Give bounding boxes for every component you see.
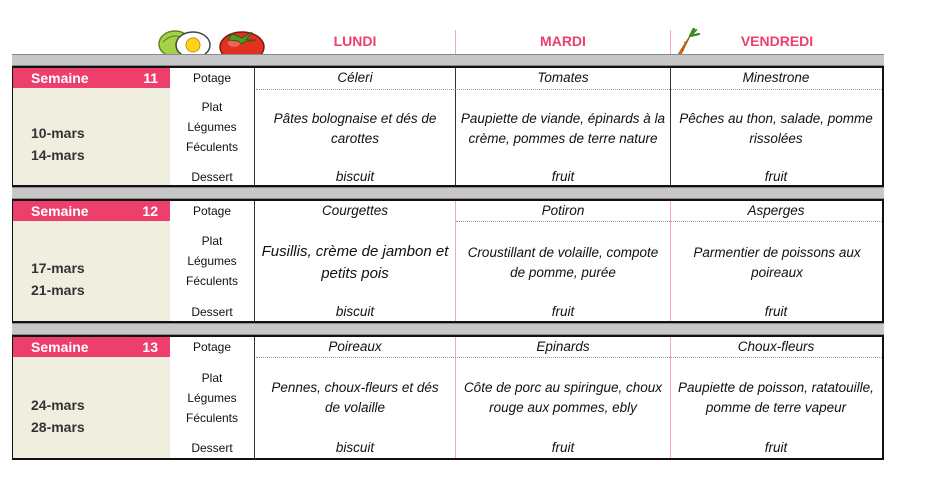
plat-lundi: Fusillis, crème de jambon et petits pois xyxy=(261,243,449,282)
week-dates xyxy=(31,122,85,166)
week-badge xyxy=(13,68,170,88)
week-number: 13 xyxy=(142,339,158,355)
category-dessert: Dessert xyxy=(191,170,233,184)
potage-mardi: Epinards xyxy=(536,339,590,354)
category-legumes-label: Légumes xyxy=(187,391,237,405)
category-feculents-label: Féculents xyxy=(185,411,239,425)
plat-mardi: Côte de porc au spiringue, choux rouge aux pommes, ebly xyxy=(463,380,663,415)
category-feculents-label: Féculents xyxy=(185,140,239,154)
plat-lundi: Pâtes bolognaise et dés de carottes xyxy=(273,111,437,146)
date-start: 17-mars xyxy=(31,260,85,276)
category-plat xyxy=(170,97,254,157)
plat-vendredi: Pêches au thon, salade, pomme rissolées xyxy=(679,111,873,146)
date-end: 14-mars xyxy=(31,147,85,163)
category-feculents-label: Féculents xyxy=(185,274,239,288)
plat-mardi: Croustillant de volaille, compote de pomme, purée xyxy=(467,245,659,280)
potage-lundi: Céleri xyxy=(337,70,373,85)
plat-lundi: Pennes, choux-fleurs et dés de volaille xyxy=(271,380,439,415)
dessert-mardi: fruit xyxy=(551,304,575,319)
category-plat-label: Plat xyxy=(201,100,223,114)
category-plat xyxy=(170,368,254,428)
date-start: 24-mars xyxy=(31,397,85,413)
week-label: Semaine xyxy=(31,339,89,355)
dessert-lundi: biscuit xyxy=(335,440,375,455)
week-badge xyxy=(13,337,170,357)
date-end: 21-mars xyxy=(31,282,85,298)
day-header-lundi: LUNDI xyxy=(333,33,377,49)
category-plat-label: Plat xyxy=(201,234,223,248)
week-dates xyxy=(31,257,85,301)
plat-vendredi: Paupiette de poisson, ratatouille, pomme de terre vapeur xyxy=(678,380,874,415)
row-divider xyxy=(456,221,882,222)
row-divider xyxy=(256,89,882,90)
category-potage: Potage xyxy=(192,340,232,354)
week-badge xyxy=(13,201,170,221)
dessert-lundi: biscuit xyxy=(335,169,375,184)
date-end: 28-mars xyxy=(31,419,85,435)
category-potage: Potage xyxy=(192,204,232,218)
potage-lundi: Poireaux xyxy=(328,339,382,354)
potage-mardi: Potiron xyxy=(541,203,585,218)
dessert-vendredi: fruit xyxy=(764,169,788,184)
dessert-mardi: fruit xyxy=(551,440,575,455)
row-divider xyxy=(256,357,882,358)
category-plat-label: Plat xyxy=(201,371,223,385)
potage-vendredi: Asperges xyxy=(747,203,805,218)
date-start: 10-mars xyxy=(31,125,85,141)
potage-vendredi: Choux-fleurs xyxy=(737,339,815,354)
category-legumes-label: Légumes xyxy=(187,254,237,268)
dessert-lundi: biscuit xyxy=(335,304,375,319)
week-dates xyxy=(31,394,85,438)
dessert-mardi: fruit xyxy=(551,169,575,184)
plat-mardi: Paupiette de viande, épinards à la crème, pommes de terre nature xyxy=(460,111,666,146)
category-legumes-label: Légumes xyxy=(187,120,237,134)
potage-lundi: Courgettes xyxy=(321,203,389,218)
day-header-mardi: MARDI xyxy=(540,33,586,49)
category-dessert: Dessert xyxy=(191,305,233,319)
dessert-vendredi: fruit xyxy=(764,304,788,319)
week-number: 11 xyxy=(143,70,158,86)
plat-vendredi: Parmentier de poissons aux poireaux xyxy=(693,245,861,280)
week-label: Semaine xyxy=(31,203,89,219)
potage-mardi: Tomates xyxy=(537,70,589,85)
day-header-vendredi: VENDREDI xyxy=(740,33,814,49)
week-number: 12 xyxy=(142,203,158,219)
dessert-vendredi: fruit xyxy=(764,440,788,455)
week-label: Semaine xyxy=(31,70,89,86)
separator-bar xyxy=(12,54,884,66)
separator-bar xyxy=(12,323,884,335)
category-plat xyxy=(170,231,254,291)
potage-vendredi: Minestrone xyxy=(742,70,810,85)
category-dessert: Dessert xyxy=(191,441,233,455)
category-potage: Potage xyxy=(192,71,232,85)
separator-bar xyxy=(12,187,884,199)
